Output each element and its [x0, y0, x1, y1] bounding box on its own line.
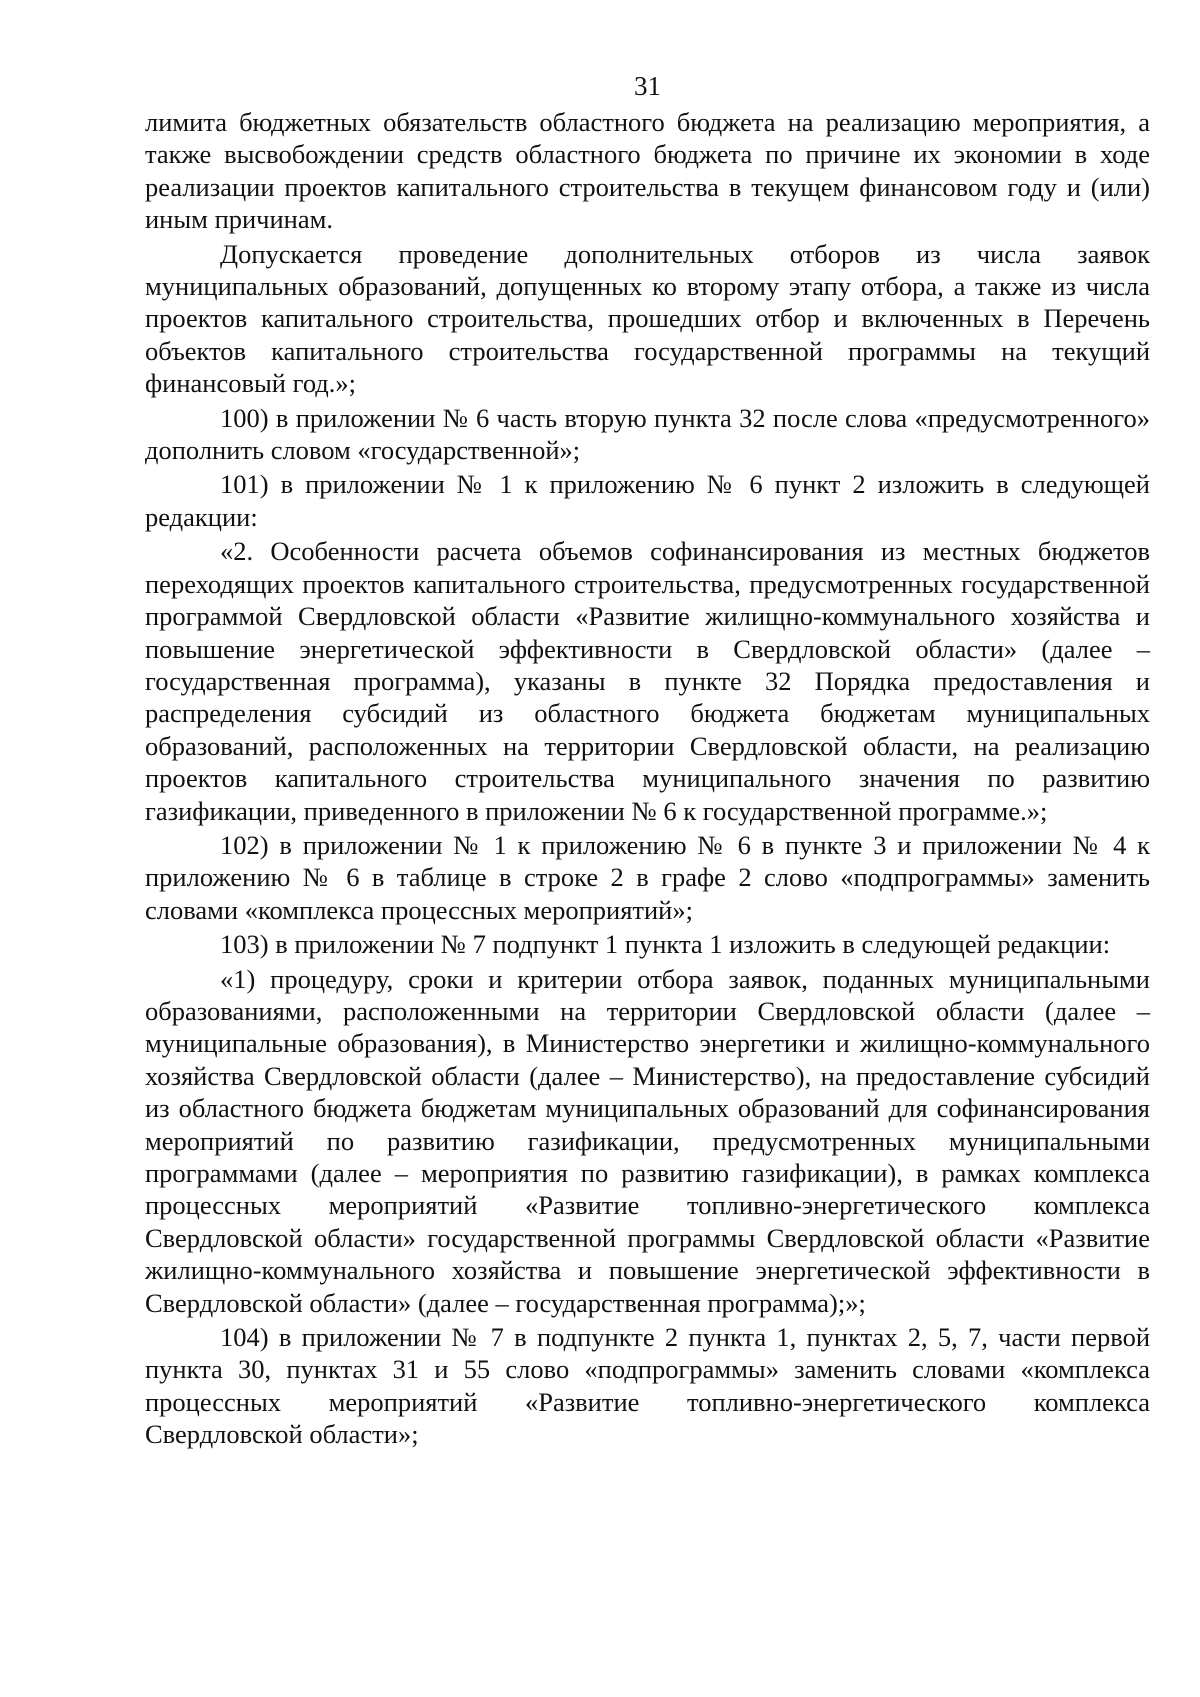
paragraph-quoted-subpoint-1: «1) процедуру, сроки и критерии отбора заявок, поданных муниципальными образованиями, расположенными на территории Свердловской области (далее – муниципальные образования), в Министерство энергетики и жилищно-коммунального хозяйства Свердловской области (далее – Министерство), на предоставление субсидий из областного бюджета бюджетам муниципальных образований для софинансирования мероприятий по развитию газификации, предусмотренных муниципальными программами (далее – мероприятия по развитию газификации), в рамках комплекса процессных мероприятий «Развитие топливно-энергетического комплекса Свердловской области» государственной программы Свердловской области «Развитие жилищно-коммунального хозяйства и повышение энергетической эффективности в Свердловской области» (далее – государственная программа);»; [145, 963, 1150, 1318]
paragraph-quoted-point-2: «2. Особенности расчета объемов софинансирования из местных бюджетов переходящих проектов капитального строительства, предусмотренных государственной программой Свердловской области «Развитие жилищно-коммунального хозяйства и повышение энергетической эффективности в Свердловской области» (далее – государственная программа), указаны в пункте 32 Порядка предоставления и распределения субсидий из областного бюджета бюджетам муниципальных образований, расположенных на территории Свердловской области, на реализацию проектов капитального строительства муниципального значения по развитию газификации, приведенного в приложении № 6 к государственной программе.»; [145, 536, 1150, 826]
paragraph-additional-selection: Допускается проведение дополнительных отборов из числа заявок муниципальных образований, допущенных ко второму этапу отбора, а также из числа проектов капитального строительства, прошедших отбор и включенных в Перечень объектов капитального строительства государственной программы на текущий финансовый год.»; [145, 238, 1150, 399]
paragraph-item-104: 104) в приложении № 7 в подпункте 2 пункта 1, пунктах 2, 5, 7, части первой пункта 30, пунктах 31 и 55 слово «подпрограммы» заменить словами «комплекса процессных мероприятий «Развитие топливно-энергетического комплекса Свердловской области»; [145, 1322, 1150, 1450]
paragraph-item-100: 100) в приложении № 6 часть вторую пункта 32 после слова «предусмотренного» дополнить словом «государственной»; [145, 402, 1150, 466]
document-page [145, 68, 1150, 1451]
paragraph-continuation: лимита бюджетных обязательств областного бюджета на реализацию мероприятия, а также высвобождении средств областного бюджета по причине их экономии в ходе реализации проектов капитального строительства в текущем финансовом году и (или) иным причинам. [145, 107, 1150, 235]
paragraph-item-103: 103) в приложении № 7 подпункт 1 пункта 1 изложить в следующей редакции: [220, 929, 1111, 960]
paragraph-item-102: 102) в приложении № 1 к приложению № 6 в пункте 3 и приложении № 4 к приложению № 6 в таблице в строке 2 в графе 2 слово «подпрограммы» заменить словами «комплекса процессных мероприятий»; [145, 829, 1150, 925]
paragraph-item-101: 101) в приложении № 1 к приложению № 6 пункт 2 изложить в следующей редакции: [145, 469, 1150, 532]
page-number: 31 [634, 71, 661, 101]
